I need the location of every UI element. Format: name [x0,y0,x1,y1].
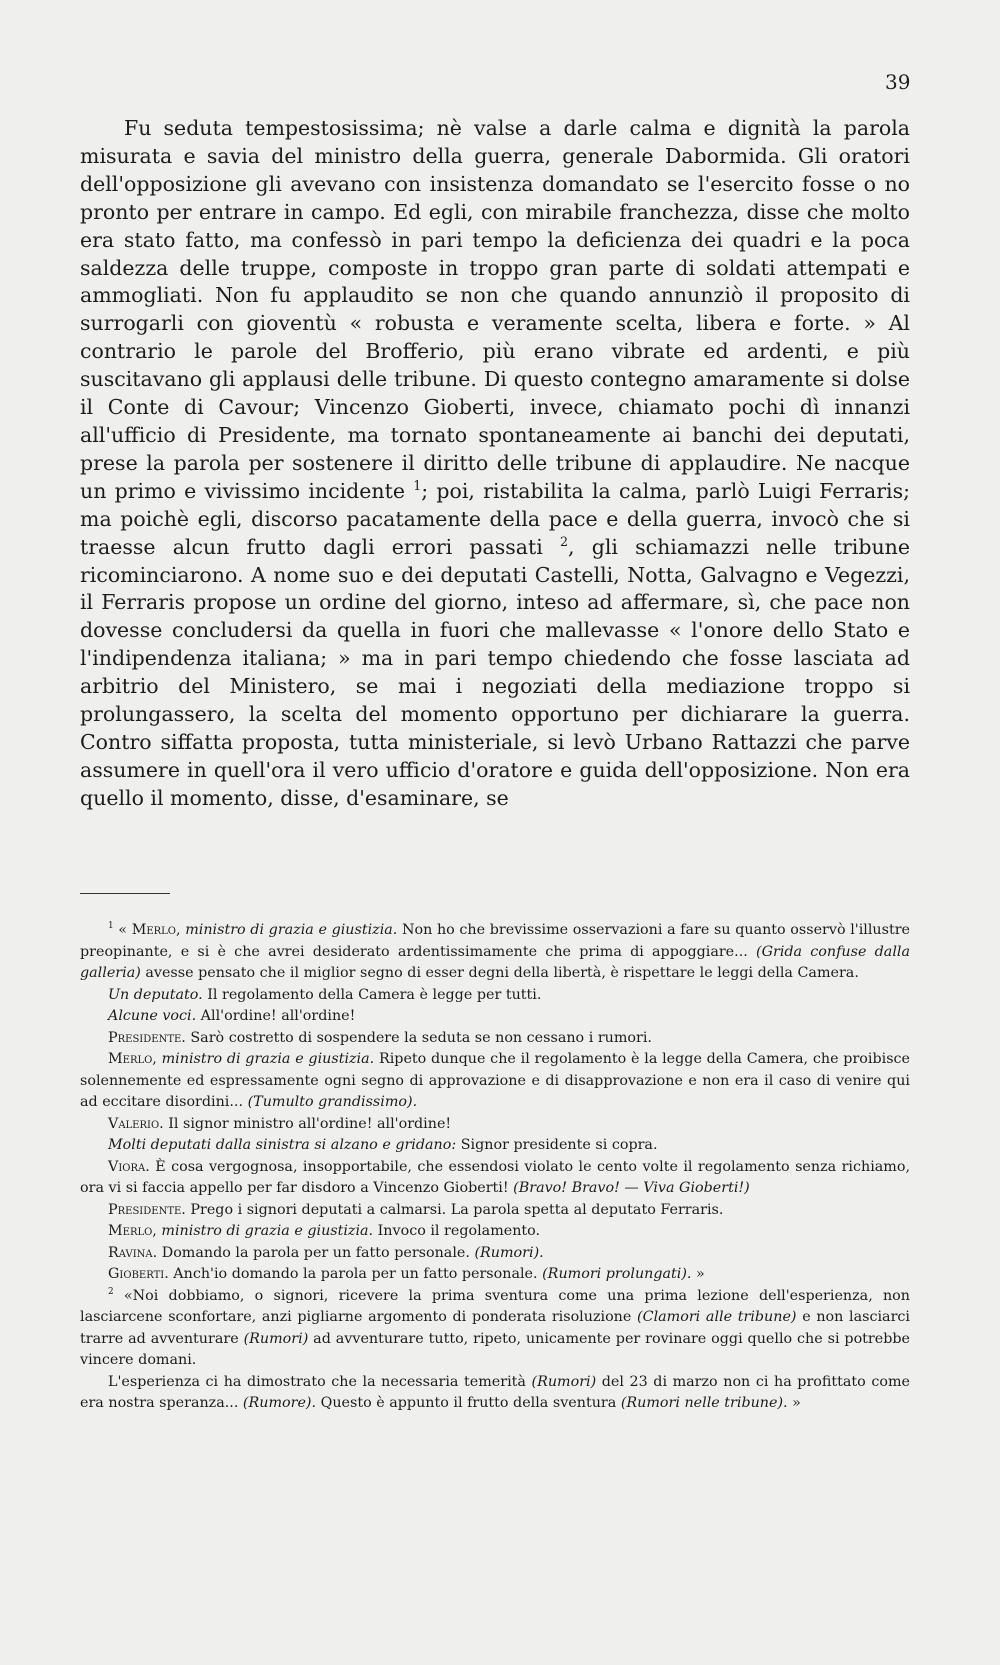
speaker-name: Presidente. [108,1029,186,1046]
body-text-part-3: , gli schiamazzi nelle tribune ricominciarono. A nome suo e dei deputati Castelli, Notta, Galvagno e Vegezzi, il Ferraris propose un ordine del giorno, inteso ad affermare, sì, che pace non dovesse concludersi da quella in fuori che mallevasse « l'onore dello Stato e l'indipendenza italiana; » ma in pari tempo chiedendo che fosse lasciata ad arbitrio del Ministero, se mai i negoziati della mediazione troppo si prolungassero, la scelta del momento opportuno per dichiarare la guerra. Contro siffatta proposta, tutta ministeriale, si levò Urbano Rattazzi che parve assumere in quell'ora il vero ufficio d'oratore e guida dell'opposizione. Non era quello il momento, disse, d'esaminare, se [80,534,910,810]
footnote-text: Questo è appunto il frutto della sventura [316,1395,621,1411]
footnote-line [80,1200,910,1222]
speaker-name: Un deputato. [108,986,203,1003]
stage-direction: (Grida confuse dalla galleria) [80,943,910,981]
footnote-line [80,1135,910,1157]
footnote-text: Domando la parola per un fatto personale. [157,1244,475,1261]
speaker-name: Merlo [131,922,177,938]
footnote-line [80,985,910,1007]
footnote-1: $^1$ « Merlo, ministro di grazia e giustizia. Non ho che brevissime osservazioni a fare su quanto osservò l'illustre preopinante, e si è che avrei desiderato ardentissimamente che prima di appoggiare... (Grida confuse dalla galleria) avesse pensato che il miglior segno di esser degni della libertà, è rispettare le leggi della Camera. [80,921,911,981]
stage-direction: (Rumore). [242,1395,317,1411]
speaker-name: Alcune voci. [108,1008,197,1024]
speaker-name: Presidente. [108,1201,186,1218]
footnote-text: Ripeto dunque che il regolamento è la legge della Camera, che proibisce solennemente ed espressamente ogni segno di approvazione e di disapprovazione e non era il caso di venire qui ad eccitare disordini... [80,1051,910,1110]
footnote-text: ad avventurare tutto, ripeto, unicamente per rovinare oggi quello che si potrebbe vincere domani. [80,1330,910,1368]
speaker-role: ministro di grazia e giustizia. [161,1223,374,1239]
footnote-line [80,1049,910,1114]
speaker-name: Valerio. [108,1115,164,1132]
footnote-line [80,1028,910,1050]
footnote-1-mark: 1 [108,921,114,932]
footnote-text: Il signor ministro all'ordine! all'ordine! [163,1115,452,1132]
footnote-text: » [787,1395,801,1411]
body-paragraph [80,115,910,813]
footnote-ref-1[interactable]: 1 [413,477,422,493]
speaker-name: Merlo, [108,1051,157,1067]
footnote-text: e non lasciarci trarre ad avventurare [80,1309,910,1347]
footnote-line [80,1243,910,1265]
main-text [80,115,910,813]
footnote-text: Il regolamento della Camera è legge per tutti. [202,986,542,1003]
footnote-divider [80,893,170,894]
footnotes [80,920,910,1415]
stage-direction: (Rumori) [243,1330,309,1347]
body-text-part-2: ; poi, ristabilita la calma, parlò Luigi Ferraris; ma poichè egli, discorso pacatamente della pace e della guerra, invocò che si traesse alcun frutto dagli errori passati [80,478,910,559]
footnote-text: «Noi dobbiamo, o signori, ricevere la prima sventura come una prima lezione dell'esperienza, non lasciarcene sconfortare, anzi pigliarne argomento di ponderata risoluzione [80,1287,910,1325]
footnote-ref-2[interactable]: 2 [559,533,569,549]
stage-direction: (Tumulto grandissimo). [247,1094,418,1110]
footnote-1-open-quote: « [118,922,132,938]
page-number: 39 [885,70,911,94]
footnote-text: Prego i signori deputati a calmarsi. La parola spetta al deputato Ferraris. [185,1201,724,1218]
footnote-text: Signor presidente si copra. [456,1137,658,1153]
stage-direction: (Rumori nelle tribune). [620,1395,788,1411]
footnote-text: È cosa vergognosa, insopportabile, che essendosi violato le cento volte il regolamento senza richiamo, ora vi si faccia appello per far disdoro a Vincenzo Gioberti! [80,1158,910,1196]
stage-direction: (Rumori prolungati). [542,1266,692,1282]
footnote-text: Anch'io domando la parola per un fatto personale. [168,1266,543,1282]
speaker-role: ministro di grazia e giustizia. [161,1051,375,1067]
footnote-line [80,1157,910,1200]
speaker-role: ministro di grazia e giustizia. [185,922,398,938]
stage-direction: Molti deputati dalla sinistra si alzano e gridano: [108,1137,457,1153]
footnote-text: del 23 di marzo non ci ha profittato come era nostra speranza... [80,1373,910,1411]
body-text-part-1: Fu seduta tempestosissima; nè valse a darle calma e dignità la parola misurata e savia del ministro della guerra, generale Dabormida. Gli oratori dell'opposizione gli avevano con insistenza domandato se l'esercito fosse o no pronto per entrare in campo. Ed egli, con mirabile franchezza, disse che molto era stato fatto, ma confessò in pari tempo la deficienza dei quadri e la poca saldezza delle truppe, composte in troppo gran parte di soldati attempati e ammogliati. Non fu applaudito se non che quando annunziò il proposito di surrogarli con gioventù « robusta e veramente scelta, libera e forte. » Al contrario le parole del Brofferio, più erano vibrate ed ardenti, e più suscitavano gli applausi delle tribune. Di questo contegno amaramente si dolse il Conte di Cavour; Vincenzo Gioberti, invece, chiamato pochi dì innanzi all'ufficio di Presidente, ma tornato spontaneamente ai banchi dei deputati, prese la parola per sostenere il diritto delle tribune di applaudire. Ne nacque un primo e vivissimo incidente [80,116,910,503]
footnote-2-continued [80,1372,910,1415]
footnote-text: L'esperienza ci ha dimostrato che la necessaria temerità [108,1373,532,1390]
stage-direction: (Bravo! Bravo! — Viva Gioberti!) [513,1180,750,1196]
footnote-2 [80,1286,910,1372]
stage-direction: (Rumori). [474,1244,544,1261]
footnote-text: avesse pensato che il miglior segno di esser degni della libertà, è rispettare le leggi della Camera. [140,965,859,981]
footnote-text: » [691,1266,705,1282]
speaker-name: Merlo, [108,1223,157,1239]
footnote-text: Sarò costretto di sospendere la seduta se non cessano i rumori. [185,1029,652,1046]
speaker-name: Ravina. [108,1244,158,1261]
footnote-2-mark: 2 [108,1286,114,1297]
footnote-text: All'ordine! all'ordine! [196,1008,356,1024]
footnote-line [80,1006,910,1028]
speaker-name: Gioberti. [108,1266,169,1282]
speaker-name: Viora. [108,1158,150,1175]
stage-direction: (Clamori alle tribune) [637,1309,797,1325]
footnote-line [80,1114,910,1136]
footnote-line [80,1221,910,1243]
stage-direction: (Rumori) [531,1373,597,1390]
footnote-line [80,1264,910,1286]
footnote-text: Invoco il regolamento. [373,1223,541,1239]
footnote-text: Non ho che brevissime osservazioni a fare su quanto osservò l'illustre preopinante, e si è che avrei desiderato ardentissimamente che prima di appoggiare... [80,922,911,960]
